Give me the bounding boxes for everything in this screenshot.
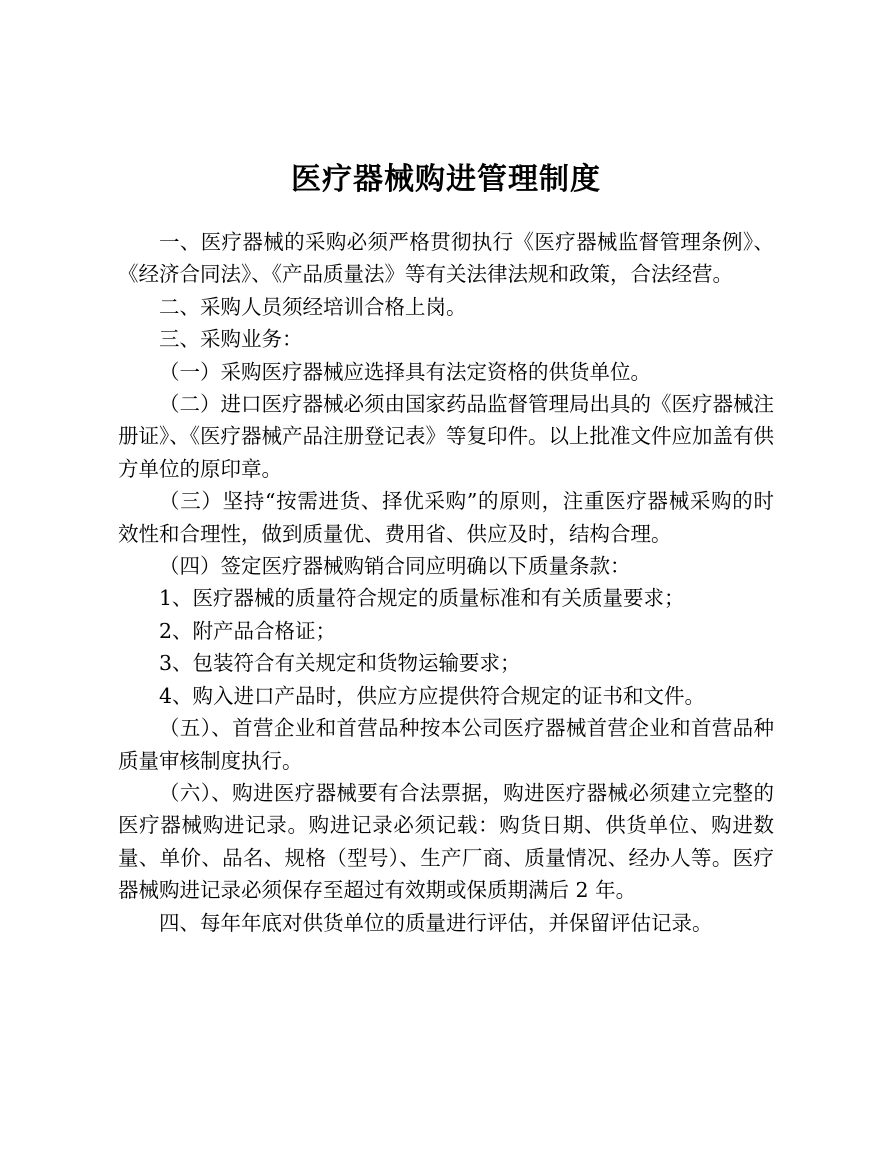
paragraph-7: （四）签定医疗器械购销合同应明确以下质量条款：: [159, 554, 631, 579]
paragraph-14: 四、每年年底对供货单位的质量进行评估，并保留评估记录。: [159, 910, 713, 935]
paragraph-2: 二、采购人员须经培训合格上岗。: [159, 294, 467, 319]
document-body: [118, 226, 774, 939]
paragraph-13: （六）、购进医疗器械要有合法票据，购进医疗器械必须建立完整的医疗器械购进记录。购进记录必须记载：购货日期、供货单位、购进数量、单价、品名、规格（型号）、生产厂商、质量情况、经办人等。医疗器械购进记录必须保存至超过有效期或保质期满后 2 年。: [118, 780, 774, 903]
paragraph-10: 3、包装符合有关规定和货物运输要求；: [159, 651, 521, 676]
paragraph-1: 一、医疗器械的采购必须严格贯彻执行《医疗器械监督管理条例》、《经济合同法》、《产品质量法》等有关法律法规和政策，合法经营。: [118, 230, 774, 287]
paragraph-12: （五）、首营企业和首营品种按本公司医疗器械首营企业和首营品种质量审核制度执行。: [118, 716, 774, 773]
document-title: 医疗器械购进管理制度: [291, 162, 601, 197]
paragraph-5: （二）进口医疗器械必须由国家药品监督管理局出具的《医疗器械注册证》、《医疗器械产品注册登记表》等复印件。以上批准文件应加盖有供方单位的原印章。: [118, 392, 774, 481]
paragraph-11: 4、购入进口产品时，供应方应提供符合规定的证书和文件。: [159, 683, 706, 708]
paragraph-4: （一）采购医疗器械应选择具有法定资格的供货单位。: [159, 359, 651, 384]
paragraph-9: 2、附产品合格证；: [159, 618, 337, 643]
paragraph-8: 1、医疗器械的质量符合规定的质量标准和有关质量要求；: [159, 586, 685, 611]
paragraph-6: （三）坚持“按需进货、择优采购”的原则，注重医疗器械采购的时效性和合理性，做到质量优、费用省、供应及时，结构合理。: [118, 489, 774, 546]
paragraph-3: 三、采购业务：: [159, 327, 303, 352]
